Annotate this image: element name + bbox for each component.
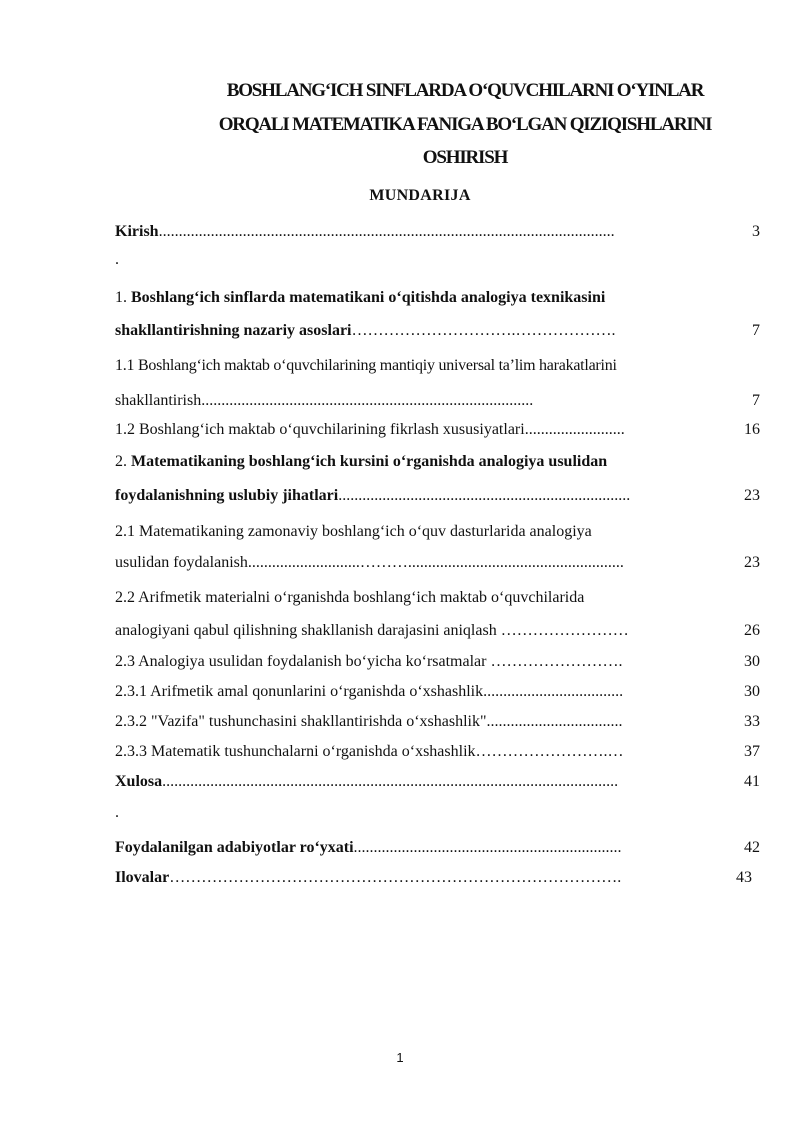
toc-label: Xulosa — [115, 773, 163, 790]
toc-entry-chapter-2 — [115, 445, 760, 513]
table-of-contents — [115, 219, 760, 893]
toc-page-number: 42 — [744, 839, 760, 856]
toc-label: 2.3.3 Matematik tushunchalarni o‘rganishda o‘xshashlik — [115, 743, 476, 760]
toc-leader-dots: .................................. — [486, 713, 623, 730]
toc-label-cont: shakllantirish — [115, 392, 202, 409]
stray-dot: . — [115, 251, 119, 268]
toc-page-number: 16 — [744, 421, 760, 438]
toc-entry-2-3-2 — [115, 707, 760, 737]
toc-label: 2.3.1 Arifmetik amal qonunlarini o‘rganishda o‘xshashlik — [115, 683, 484, 700]
toc-entry-2-2 — [115, 581, 760, 647]
toc-entry-2-1 — [115, 516, 760, 578]
toc-leader-dots: …………………….… — [475, 743, 624, 760]
toc-label: 2.3.2 "Vazifa" tushunchasini shakllantirishda o‘xshashlik" — [115, 713, 487, 730]
toc-leader-dots: ................................................................... — [353, 839, 622, 856]
toc-label: 2.2 Arifmetik materialni o‘rganishda boshlang‘ich maktab o‘quvchilarida — [115, 589, 585, 606]
toc-page-number: 43 — [736, 869, 752, 886]
toc-stray-dot — [115, 245, 760, 275]
toc-leader-dots: …………………………………………………………………………. — [169, 869, 622, 886]
toc-entry-2-3-3 — [115, 737, 760, 767]
toc-leader-dots: ............................………...................................................... — [247, 554, 624, 571]
toc-entry-kirish — [115, 219, 760, 245]
toc-label-cont: foydalanishning uslubiy jihatlari — [115, 487, 339, 504]
toc-label-cont: analogiyani qabul qilishning shakllanish darajasini aniqlash — [115, 622, 497, 639]
toc-entry-adabiyotlar — [115, 833, 760, 863]
page-number: 1 — [396, 1050, 404, 1065]
toc-page-number: 23 — [744, 487, 760, 504]
toc-label: 2.3 Analogiya usulidan foydalanish bo‘yicha ko‘rsatmalar — [115, 653, 487, 670]
toc-entry-1-1 — [115, 351, 760, 415]
toc-label: Ilovalar — [115, 869, 170, 886]
document-title — [150, 74, 780, 175]
toc-page-number: 3 — [752, 223, 760, 240]
toc-page-number: 41 — [744, 773, 760, 790]
toc-leader-dots: .................................................................................................................. — [158, 223, 615, 240]
toc-label: Boshlang‘ich sinflarda matematikani o‘qitishda analogiya texnikasini — [131, 289, 606, 306]
toc-label-cont: usulidan foydalanish — [115, 554, 248, 571]
toc-leader-dots: ......................................................................... — [338, 487, 631, 504]
title-line-3: OSHIRISH — [422, 147, 508, 168]
toc-page-number: 23 — [744, 554, 760, 571]
toc-stray-dot — [115, 797, 760, 829]
toc-entry-1-2 — [115, 415, 760, 445]
toc-entry-chapter-1 — [115, 281, 760, 347]
toc-entry-2-3 — [115, 647, 760, 677]
chapter-number: 1. — [115, 289, 131, 306]
toc-leader-dots: ................................... — [483, 683, 624, 700]
toc-page-number: 30 — [744, 653, 760, 670]
toc-leader-dots: ......................... — [524, 421, 625, 438]
toc-page-number: 7 — [752, 322, 760, 339]
toc-heading: MUNDARIJA — [369, 187, 471, 204]
stray-dot: . — [115, 804, 119, 821]
toc-page-number: 30 — [744, 683, 760, 700]
toc-label-cont: shakllantirishning nazariy asoslari — [115, 322, 352, 339]
toc-leader-dots: …………………… — [496, 622, 629, 639]
toc-label: 1.1 Boshlang‘ich maktab o‘quvchilarining mantiqiy universal ta’lim harakatlarini — [115, 357, 617, 374]
title-line-1: BOSHLANG‘ICH SINFLARDA O‘QUVCHILARNI O‘YINLAR — [226, 80, 704, 101]
toc-entry-ilovalar — [115, 863, 760, 893]
toc-leader-dots: .................................................................................................................. — [162, 773, 619, 790]
toc-entry-2-3-1 — [115, 677, 760, 707]
toc-label: Kirish — [115, 223, 159, 240]
toc-leader-dots: ………………………….………………. — [351, 322, 616, 339]
toc-page-number: 26 — [744, 622, 760, 639]
toc-leader-dots: ................................................................................... — [201, 392, 534, 409]
toc-label: 1.2 Boshlang‘ich maktab o‘quvchilarining fikrlash xususiyatlari — [115, 421, 525, 438]
toc-label: Foydalanilgan adabiyotlar ro‘yxati — [115, 839, 354, 856]
toc-label: Matematikaning boshlang‘ich kursini o‘rganishda analogiya usulidan — [131, 453, 608, 470]
title-line-2: ORQALI MATEMATIKA FANIGA BO‘LGAN QIZIQISHLARINI — [218, 113, 712, 135]
chapter-number: 2. — [115, 453, 131, 470]
toc-label: 2.1 Matematikaning zamonaviy boshlang‘ich o‘quv dasturlarida analogiya — [115, 523, 592, 540]
toc-leader-dots: ……………………. — [486, 653, 623, 670]
toc-page-number: 37 — [744, 743, 760, 760]
toc-page-number: 33 — [744, 713, 760, 730]
toc-entry-xulosa — [115, 767, 760, 797]
toc-page-number: 7 — [752, 392, 760, 409]
